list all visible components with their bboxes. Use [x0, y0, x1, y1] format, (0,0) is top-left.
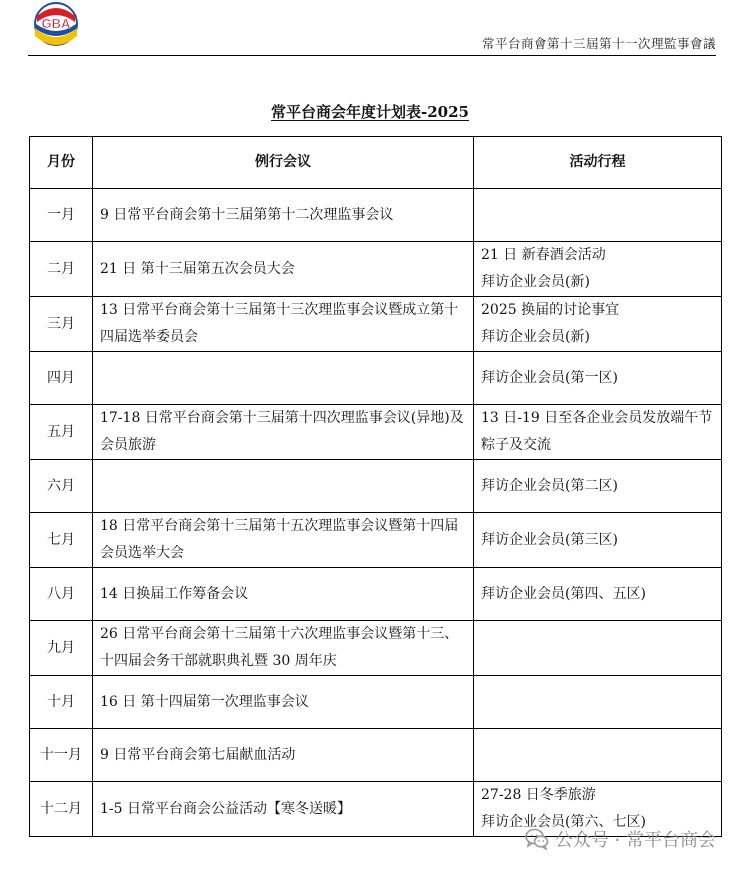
activity-cell: 拜访企业会员(第四、五区) [474, 568, 722, 621]
annual-plan-table [29, 136, 722, 837]
header-title: 常平台商會第十三屆第十一次理監事會議 [481, 36, 716, 51]
month-cell: 九月 [30, 621, 93, 676]
activity-cell: 13 日-19 日至各企业会员发放端午节粽子及交流 [474, 405, 722, 460]
meeting-cell: 17-18 日常平台商会第十三届第十四次理监事会议(异地)及会员旅游 [93, 405, 474, 460]
document-title: 常平台商会年度计划表-2025 [271, 103, 469, 121]
activity-cell [474, 189, 722, 242]
month-cell: 二月 [30, 242, 93, 297]
watermark [525, 826, 716, 852]
meeting-cell: 14 日换届工作筹备会议 [93, 568, 474, 621]
table-row [30, 242, 722, 297]
table-row [30, 621, 722, 676]
activity-cell: 拜访企业会员(第一区) [474, 352, 722, 405]
activity-cell [474, 729, 722, 782]
meeting-cell: 9 日常平台商会第十三届第第十二次理监事会议 [93, 189, 474, 242]
table-row [30, 568, 722, 621]
table-row [30, 676, 722, 729]
activity-cell: 拜访企业会员(第三区) [474, 513, 722, 568]
meeting-cell: 21 日 第十三届第五次会员大会 [93, 242, 474, 297]
gba-logo [28, 2, 84, 48]
watermark-text: 公众号 · 常平台商会 [554, 830, 716, 851]
table-row [30, 405, 722, 460]
meeting-cell: 26 日常平台商会第十三届第十六次理监事会议暨第十三、十四届会务干部就职典礼暨 30 周年庆 [93, 621, 474, 676]
activity-cell: 拜访企业会员(第二区) [474, 460, 722, 513]
column-header-activity: 活动行程 [474, 137, 722, 189]
column-header-meeting: 例行会议 [93, 137, 474, 189]
activity-cell: 21 日 新春酒会活动 拜访企业会员(新) [474, 242, 722, 297]
activity-cell [474, 621, 722, 676]
month-cell: 十一月 [30, 729, 93, 782]
table-row [30, 729, 722, 782]
meeting-cell: 16 日 第十四届第一次理监事会议 [93, 676, 474, 729]
month-cell: 三月 [30, 297, 93, 352]
header-divider [28, 55, 716, 56]
wechat-icon [525, 828, 549, 850]
meeting-cell: 1-5 日常平台商会公益活动【寒冬送暖】 [93, 782, 474, 837]
meeting-cell [93, 460, 474, 513]
table-header-row [30, 137, 722, 189]
month-cell: 五月 [30, 405, 93, 460]
meeting-cell [93, 352, 474, 405]
activity-cell: 2025 换届的讨论事宜 拜访企业会员(新) [474, 297, 722, 352]
table-row [30, 513, 722, 568]
activity-cell: 27-28 日冬季旅游 拜访企业会员(第六、七区) [474, 782, 722, 837]
meeting-cell: 9 日常平台商会第七届献血活动 [93, 729, 474, 782]
logo-lettering: GBA [41, 16, 71, 31]
month-cell: 一月 [30, 189, 93, 242]
meeting-cell: 18 日常平台商会第十三届第十五次理监事会议暨第十四届会员选举大会 [93, 513, 474, 568]
table-row [30, 297, 722, 352]
month-cell: 八月 [30, 568, 93, 621]
month-cell: 四月 [30, 352, 93, 405]
table-row [30, 189, 722, 242]
meeting-cell: 13 日常平台商会第十三届第十三次理监事会议暨成立第十四届选举委员会 [93, 297, 474, 352]
month-cell: 七月 [30, 513, 93, 568]
column-header-month: 月份 [30, 137, 93, 189]
month-cell: 十月 [30, 676, 93, 729]
activity-cell [474, 676, 722, 729]
month-cell: 六月 [30, 460, 93, 513]
table-row [30, 352, 722, 405]
month-cell: 十二月 [30, 782, 93, 837]
table-row [30, 460, 722, 513]
